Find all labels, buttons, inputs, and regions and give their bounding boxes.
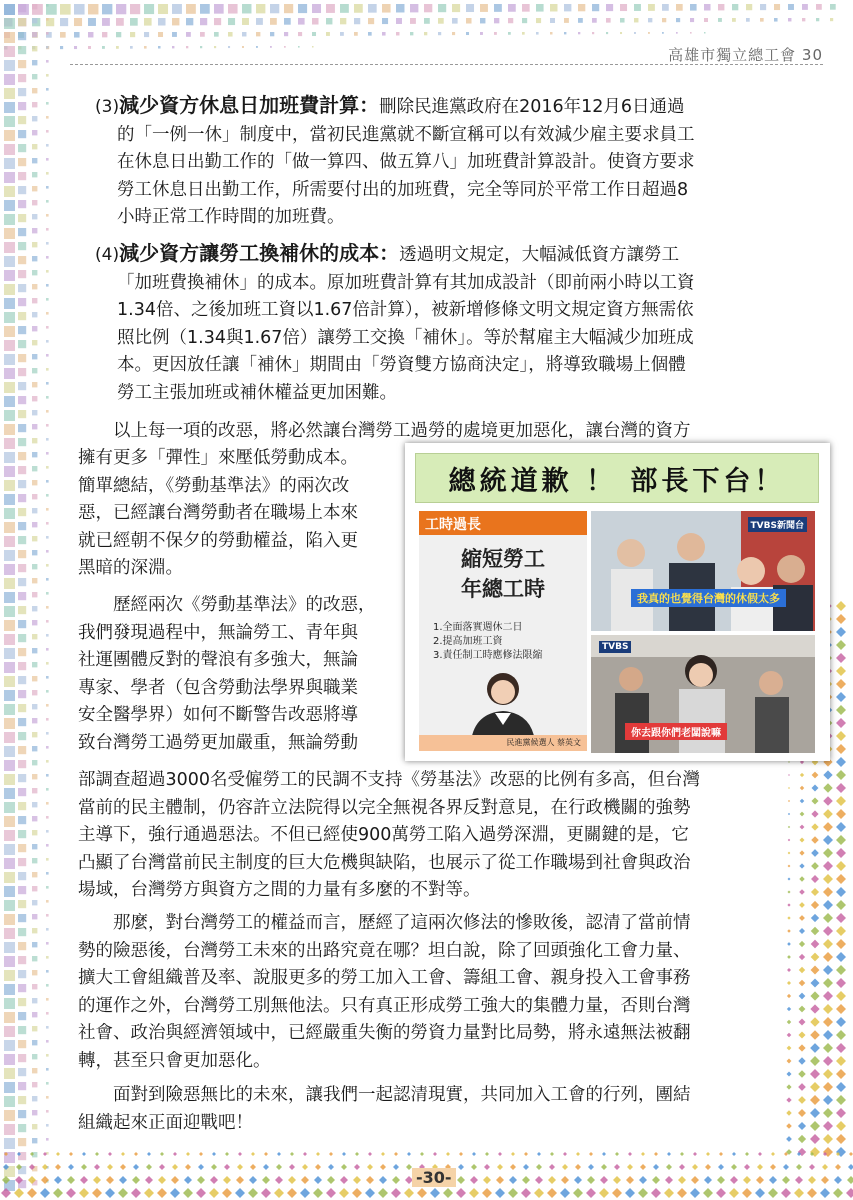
tvbs-logo: TVBS	[599, 641, 631, 653]
item-4-line: 照比例（1.34與1.67倍）讓勞工交換「補休」。等於幫雇主大幅減少加班成	[117, 327, 694, 348]
paragraph-line: 部調查超過3000名受僱勞工的民調不支持《勞基法》改惡的比例有多高，但台灣	[78, 770, 701, 790]
header-divider	[70, 64, 823, 65]
paragraph-line: 的運作之外，台灣勞工別無他法。只有真正形成勞工強大的集體力量，否則台灣	[78, 995, 691, 1016]
collage-banner: 總統道歉 ！ 部長下台！	[415, 453, 819, 503]
paragraph-line: 凸顯了台灣當前民主制度的巨大危機與缺陷，也展示了從工作職場到社會與政治	[78, 852, 691, 873]
item-3-number: (3)	[95, 97, 120, 117]
paragraph-line: 就已經朝不保夕的勞動權益，陷入更	[78, 530, 358, 551]
item-4-line: 勞工主張加班或補休權益更加困難。	[117, 382, 397, 403]
paragraph-line: 那麼，對台灣勞工的權益而言，歷經了這兩次修法的慘敗後，認清了當前情	[113, 913, 691, 933]
poster-caption: 民進黨候選人 蔡英文	[419, 735, 587, 751]
paragraph-4	[78, 1082, 778, 1137]
paragraph-line: 組織起來正面迎戰吧！	[78, 1112, 253, 1133]
item-3-line: 在休息日出勤工作的「做一算四、做五算八」加班費計算設計。使資方要求	[117, 152, 695, 172]
item-3	[95, 92, 778, 232]
news-photo-bottom	[591, 635, 815, 753]
paragraph-line: 簡單總結，《勞動基準法》的兩次改	[78, 475, 350, 496]
news-photo-top	[591, 511, 815, 631]
item-3-title: 減少資方休息日加班費計算：	[119, 93, 380, 117]
item-4-line: 透過明文規定，大幅減低資方讓勞工	[399, 245, 680, 265]
page-header: 高雄市獨立總工會 30	[668, 46, 823, 64]
tvbs-logo: TVBS新聞台	[748, 517, 807, 532]
paragraph-line: 面對到險惡無比的未來，讓我們一起認清現實，共同加入工會的行列，團結	[113, 1085, 691, 1105]
poster-heading-1: 縮短勞工	[461, 546, 545, 571]
news-photo-collage	[405, 443, 830, 761]
item-4-line: 1.34倍、之後加班工資以1.67倍計算），被新增修條文明文規定資方無需依	[117, 300, 694, 320]
news-subtitle-top: 我真的也覺得台灣的休假太多	[631, 589, 786, 607]
poster-list-item: 1.全面落實週休二日	[433, 622, 523, 633]
item-4-line: 「加班費換補休」的成本。原加班費計算有其加成設計（即前兩小時以工資	[117, 272, 695, 293]
paragraph-line: 社運團體反對的聲浪有多強大，無論	[78, 650, 358, 670]
item-4-number: (4)	[95, 245, 120, 265]
news-subtitle-bottom: 你去跟你們老闆說嘛	[625, 723, 727, 740]
paragraph-line: 社會、政治與經濟領域中，已經嚴重失衡的勞資力量對比局勢，將永遠無法被翻	[78, 1023, 691, 1043]
paragraph-line: 場域，台灣勞方與資方之間的力量有多麼的不對等。	[78, 880, 481, 900]
left-pattern-decoration	[0, 0, 62, 1200]
item-3-line: 小時正常工作時間的加班費。	[117, 207, 345, 227]
poster-list	[433, 621, 543, 663]
item-4-line: 本。更因放任讓「補休」期間由「勞資雙方協商決定」，將導致職場上個體	[117, 355, 686, 375]
paragraph-line: 擴大工會組織普及率、說服更多的勞工加入工會、籌組工會、親身投入工會事務	[78, 968, 691, 988]
paragraph-line: 惡，已經讓台灣勞動者在職場上本來	[78, 503, 358, 523]
paragraph-line: 勢的險惡後，台灣勞工未來的出路究竟在哪？坦白說，除了回頭強化工會力量、	[78, 940, 691, 961]
paragraph-1-first-line: 以上每一項的改惡，將必然讓台灣勞工過勞的處境更加惡化，讓台灣的資方	[113, 421, 691, 441]
paragraph-2	[78, 592, 398, 757]
item-4	[95, 240, 778, 407]
page-number: -30-	[412, 1168, 456, 1187]
person-portrait-icon	[463, 661, 543, 741]
paragraph-line: 致台灣勞工過勞更加嚴重，無論勞動	[78, 732, 358, 753]
paragraph-line: 主導下，強行通過惡法。不但已經使900萬勞工陷入過勞深淵，更關鍵的是，它	[78, 825, 689, 845]
paragraph-line: 歷經兩次《勞動基準法》的改惡，	[113, 595, 376, 615]
paragraph-1	[78, 445, 398, 583]
paragraph-line: 安全醫學界）如何不斷警告改惡將導	[78, 705, 358, 725]
paragraph-line: 擁有更多「彈性」來壓低勞動成本。	[78, 448, 358, 468]
poster-heading-2: 年總工時	[461, 576, 545, 601]
poster-tag: 工時過長	[425, 517, 481, 533]
item-3-line: 刪除民進黨政府在2016年12月6日通過	[379, 97, 685, 117]
paragraph-line: 黑暗的深淵。	[78, 558, 183, 578]
paragraph-3	[78, 910, 778, 1075]
paragraph-2-continued	[78, 767, 778, 905]
paragraph-line: 我們發現過程中，無論勞工、青年與	[78, 622, 358, 643]
poster-list-item: 3.責任制工時應修法限縮	[433, 650, 543, 661]
paragraph-line: 轉，甚至只會更加惡化。	[78, 1050, 271, 1071]
campaign-poster	[419, 511, 587, 751]
paragraph-line: 專家、學者（包含勞動法學界與職業	[78, 677, 358, 698]
paragraph-line: 當前的民主體制，仍容許立法院得以完全無視各界反對意見，在行政機關的強勢	[78, 797, 691, 818]
item-3-line: 的「一例一休」制度中，當初民進黨就不斷宣稱可以有效減少雇主要求員工	[117, 124, 695, 145]
poster-list-item: 2.提高加班工資	[433, 636, 503, 647]
item-4-title: 減少資方讓勞工換補休的成本：	[119, 241, 400, 265]
item-3-line: 勞工休息日出勤工作，所需要付出的加班費，完全等同於平常工作日超過8	[117, 179, 689, 200]
